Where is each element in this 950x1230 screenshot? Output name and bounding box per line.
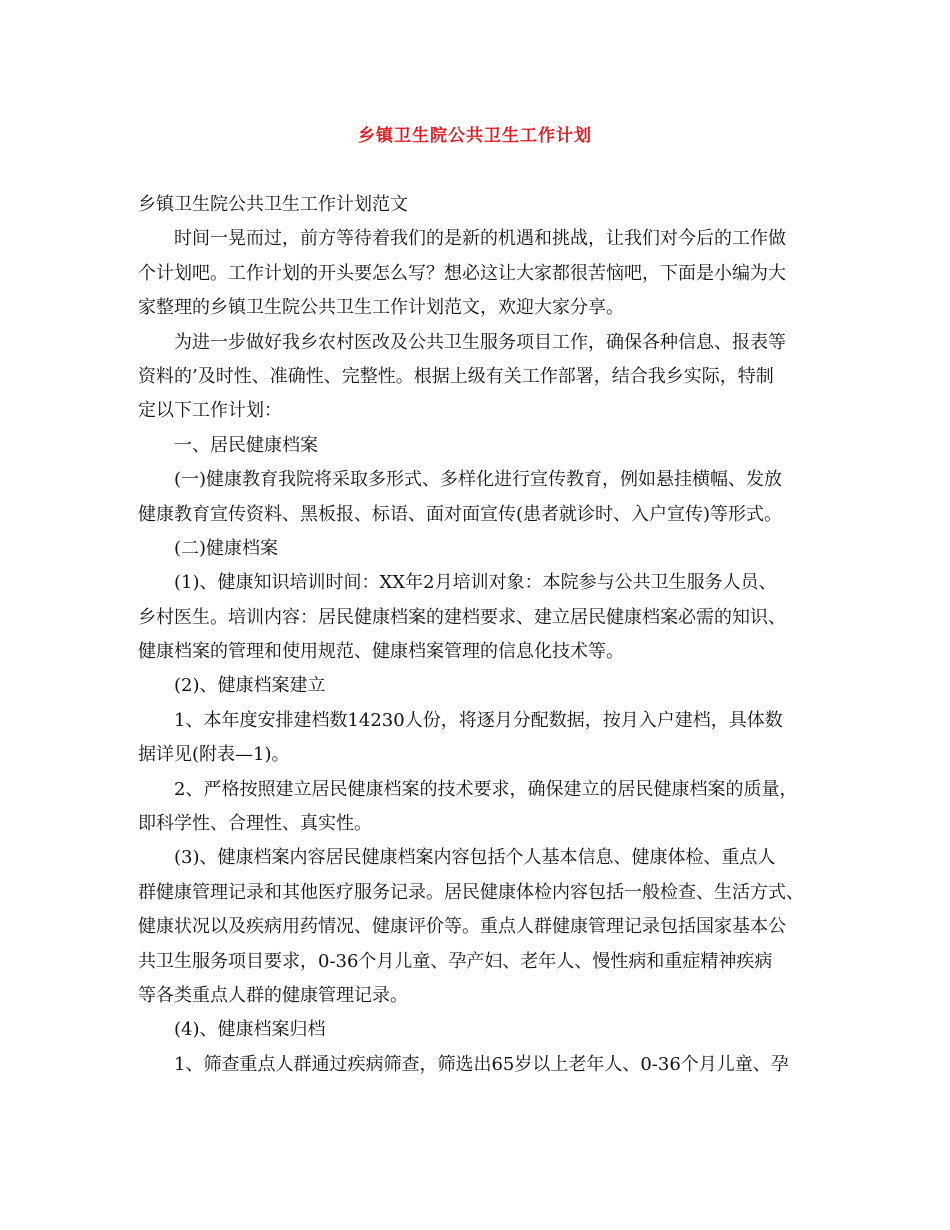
text-line: (4)、健康档案归档 (174, 1019, 326, 1041)
text-line: 2、严格按照建立居民健康档案的技术要求，确保建立的居民健康档案的质量， (174, 778, 798, 800)
text-line: (1)、健康知识培训时间：XX年2月培训对象：本院参与公共卫生服务人员、 (174, 572, 777, 594)
text-line: 时间一晃而过，前方等待着我们的是新的机遇和挑战，让我们对今后的工作做 (174, 228, 786, 250)
text-line: 资料的’及时性、准确性、完整性。根据上级有关工作部署，结合我乡实际，特制 (138, 365, 774, 387)
text-line: (3)、健康档案内容居民健康档案内容包括个人基本信息、健康体检、重点人 (174, 847, 776, 869)
text-line: 定以下工作计划： (138, 400, 282, 422)
text-line: 即科学性、合理性、真实性。 (138, 813, 372, 835)
text-line: 健康状况以及疾病用药情况、健康评价等。重点人群健康管理记录包括国家基本公 (138, 916, 786, 938)
text-line: 据详见(附表—1)。 (138, 744, 290, 766)
text-line: 乡镇卫生院公共卫生工作计划范文 (138, 194, 408, 215)
text-line: (二)健康档案 (174, 537, 279, 559)
text-line: (一)健康教育我院将采取多形式、多样化进行宣传教育，例如悬挂横幅、发放 (174, 469, 783, 491)
text-line: 个计划吧。工作计划的开头要怎么写？想必这让大家都很苦恼吧，下面是小编为大 (138, 262, 786, 284)
text-line: 1、本年度安排建档数14230人份，将逐月分配数据，按月入户建档，具体数 (174, 709, 783, 731)
text-line: (2)、健康档案建立 (174, 675, 326, 697)
text-line: 群健康管理记录和其他医疗服务记录。居民健康体检内容包括一般检查、生活方式、 (138, 881, 804, 903)
text-line: 乡村医生。培训内容：居民健康档案的建档要求、建立居民健康档案必需的知识、 (138, 606, 786, 628)
text-line: 一、居民健康档案 (174, 434, 318, 456)
document-title: 乡镇卫生院公共卫生工作计划 (358, 126, 592, 146)
text-line: 健康教育宣传资料、黑板报、标语、面对面宣传(患者就诊时、入户宣传)等形式。 (138, 503, 783, 525)
text-line: 健康档案的管理和使用规范、健康档案管理的信息化技术等。 (138, 641, 624, 663)
text-line: 家整理的乡镇卫生院公共卫生工作计划范文，欢迎大家分享。 (138, 297, 624, 319)
text-line: 为进一步做好我乡农村医改及公共卫生服务项目工作，确保各种信息、报表等 (174, 331, 786, 353)
text-line: 1、筛查重点人群通过疾病筛查，筛选出65岁以上老年人、0-36个月儿童、孕 (174, 1053, 789, 1075)
text-line: 共卫生服务项目要求，0-36个月儿童、孕产妇、老年人、慢性病和重症精神疾病 (138, 950, 773, 972)
document-body (138, 188, 818, 1082)
text-line: 等各类重点人群的健康管理记录。 (138, 984, 408, 1006)
